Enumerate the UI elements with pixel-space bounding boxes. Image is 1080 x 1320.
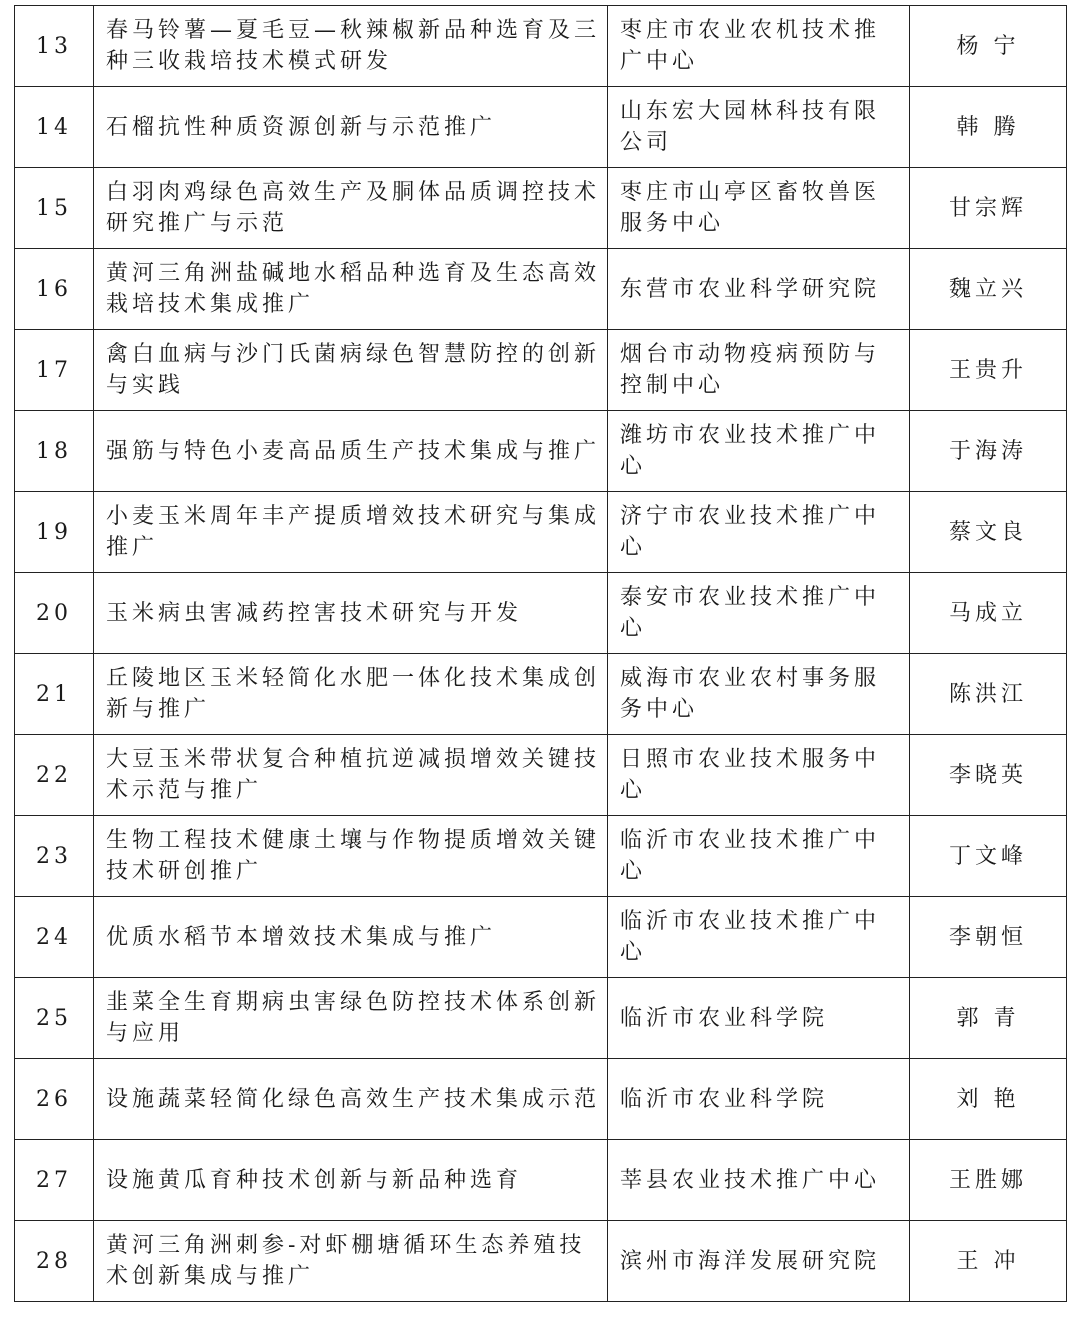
table-row [15, 1221, 1067, 1302]
person-name: 丁文峰 [910, 816, 1067, 897]
table-row [15, 816, 1067, 897]
organization: 东营市农业科学研究院 [608, 249, 910, 330]
row-number: 17 [15, 330, 94, 411]
person-name: 李晓英 [910, 735, 1067, 816]
project-title: 禽白血病与沙门氏菌病绿色智慧防控的创新与实践 [94, 330, 608, 411]
row-number: 27 [15, 1140, 94, 1221]
table-row [15, 168, 1067, 249]
table-row [15, 978, 1067, 1059]
person-name: 魏立兴 [910, 249, 1067, 330]
table-row [15, 897, 1067, 978]
project-title: 大豆玉米带状复合种植抗逆减损增效关键技术示范与推广 [94, 735, 608, 816]
project-title: 韭菜全生育期病虫害绿色防控技术体系创新与应用 [94, 978, 608, 1059]
person-name: 李朝恒 [910, 897, 1067, 978]
project-title: 黄河三角洲盐碱地水稻品种选育及生态高效栽培技术集成推广 [94, 249, 608, 330]
organization: 滨州市海洋发展研究院 [608, 1221, 910, 1302]
row-number: 28 [15, 1221, 94, 1302]
organization: 临沂市农业科学院 [608, 1059, 910, 1140]
row-number: 13 [15, 6, 94, 87]
row-number: 16 [15, 249, 94, 330]
project-title: 设施黄瓜育种技术创新与新品种选育 [94, 1140, 608, 1221]
row-number: 22 [15, 735, 94, 816]
project-title: 小麦玉米周年丰产提质增效技术研究与集成推广 [94, 492, 608, 573]
organization: 泰安市农业技术推广中心 [608, 573, 910, 654]
project-title: 设施蔬菜轻简化绿色高效生产技术集成示范 [94, 1059, 608, 1140]
organization: 临沂市农业技术推广中心 [608, 897, 910, 978]
person-name: 杨 宁 [910, 6, 1067, 87]
row-number: 18 [15, 411, 94, 492]
organization: 山东宏大园林科技有限公司 [608, 87, 910, 168]
project-title: 丘陵地区玉米轻简化水肥一体化技术集成创新与推广 [94, 654, 608, 735]
organization: 烟台市动物疫病预防与控制中心 [608, 330, 910, 411]
row-number: 23 [15, 816, 94, 897]
table-row [15, 735, 1067, 816]
table-row [15, 411, 1067, 492]
award-projects-table [14, 5, 1067, 1302]
person-name: 王胜娜 [910, 1140, 1067, 1221]
row-number: 24 [15, 897, 94, 978]
row-number: 25 [15, 978, 94, 1059]
table-row [15, 492, 1067, 573]
project-title: 玉米病虫害减药控害技术研究与开发 [94, 573, 608, 654]
person-name: 刘 艳 [910, 1059, 1067, 1140]
row-number: 19 [15, 492, 94, 573]
project-title: 白羽肉鸡绿色高效生产及胴体品质调控技术研究推广与示范 [94, 168, 608, 249]
organization: 莘县农业技术推广中心 [608, 1140, 910, 1221]
organization: 威海市农业农村事务服务中心 [608, 654, 910, 735]
table-row [15, 6, 1067, 87]
table-row [15, 249, 1067, 330]
organization: 济宁市农业技术推广中心 [608, 492, 910, 573]
project-title: 黄河三角洲刺参-对虾棚塘循环生态养殖技术创新集成与推广 [94, 1221, 608, 1302]
table-row [15, 1140, 1067, 1221]
person-name: 蔡文良 [910, 492, 1067, 573]
project-title: 石榴抗性种质资源创新与示范推广 [94, 87, 608, 168]
organization: 枣庄市农业农机技术推广中心 [608, 6, 910, 87]
row-number: 14 [15, 87, 94, 168]
project-title: 优质水稻节本增效技术集成与推广 [94, 897, 608, 978]
table-row [15, 654, 1067, 735]
person-name: 韩 腾 [910, 87, 1067, 168]
row-number: 26 [15, 1059, 94, 1140]
person-name: 陈洪江 [910, 654, 1067, 735]
row-number: 20 [15, 573, 94, 654]
table-row [15, 330, 1067, 411]
person-name: 马成立 [910, 573, 1067, 654]
project-title: 生物工程技术健康土壤与作物提质增效关键技术研创推广 [94, 816, 608, 897]
person-name: 郭 青 [910, 978, 1067, 1059]
organization: 枣庄市山亭区畜牧兽医服务中心 [608, 168, 910, 249]
person-name: 王贵升 [910, 330, 1067, 411]
organization: 临沂市农业科学院 [608, 978, 910, 1059]
organization: 日照市农业技术服务中心 [608, 735, 910, 816]
person-name: 甘宗辉 [910, 168, 1067, 249]
person-name: 王 冲 [910, 1221, 1067, 1302]
project-title: 春马铃薯—夏毛豆—秋辣椒新品种选育及三种三收栽培技术模式研发 [94, 6, 608, 87]
table-row [15, 87, 1067, 168]
table-row [15, 1059, 1067, 1140]
organization: 潍坊市农业技术推广中心 [608, 411, 910, 492]
person-name: 于海涛 [910, 411, 1067, 492]
row-number: 15 [15, 168, 94, 249]
row-number: 21 [15, 654, 94, 735]
table-row [15, 573, 1067, 654]
organization: 临沂市农业技术推广中心 [608, 816, 910, 897]
project-title: 强筋与特色小麦高品质生产技术集成与推广 [94, 411, 608, 492]
